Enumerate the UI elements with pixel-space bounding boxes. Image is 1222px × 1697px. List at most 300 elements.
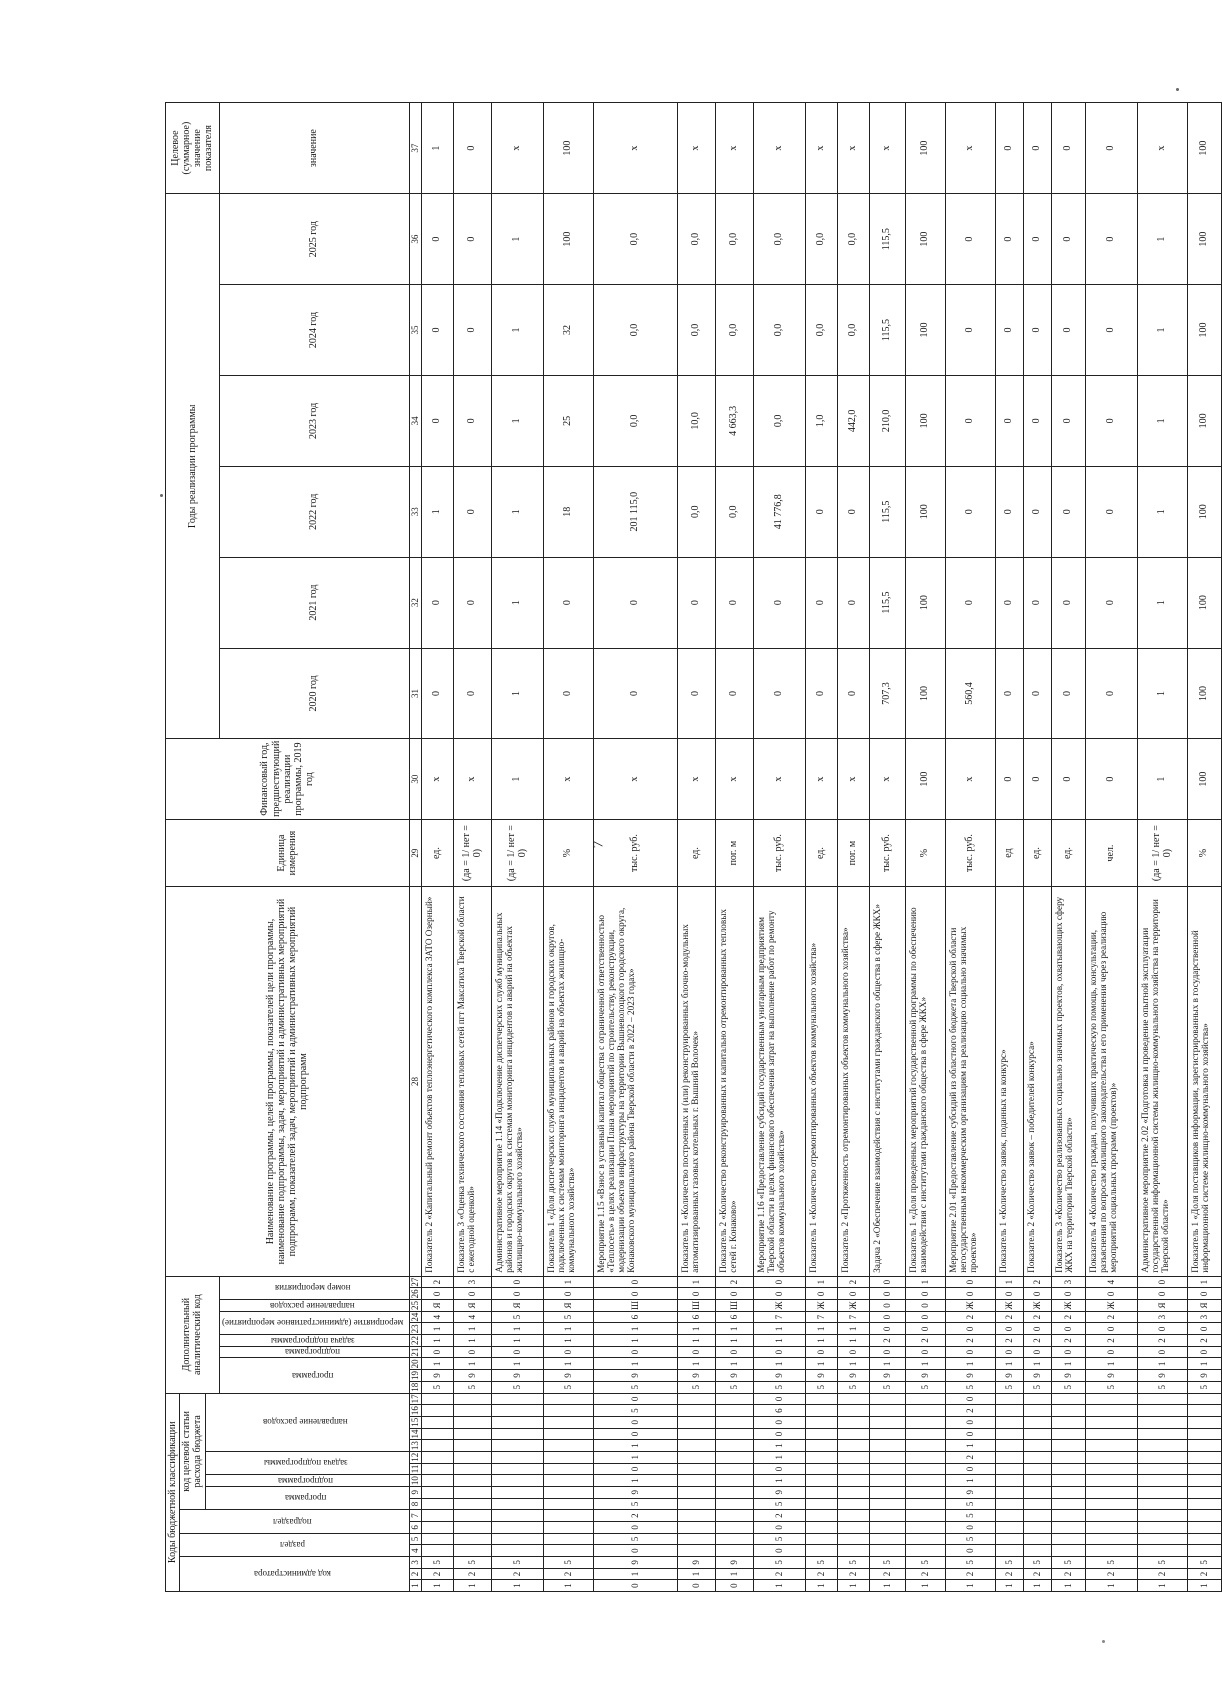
code-digit-cell: [1137, 1405, 1187, 1417]
code-digit-cell: 9: [1051, 1370, 1085, 1382]
code-digit-cell: 1: [593, 1358, 677, 1370]
code-digit-cell: 1: [753, 1323, 805, 1335]
target-cell: х: [869, 103, 905, 194]
code-digit-cell: 1: [995, 1358, 1023, 1370]
code-digit-cell: 0: [805, 1288, 837, 1300]
code-digit-cell: [1187, 1451, 1221, 1463]
code-digit-cell: [421, 1475, 453, 1487]
code-digit-cell: [905, 1463, 945, 1475]
code-digit-cell: [453, 1521, 491, 1533]
code-digit-cell: 5: [1023, 1556, 1051, 1568]
code-digit-cell: 0: [715, 1288, 753, 1300]
y2025-cell: 0,0: [715, 194, 753, 285]
scan-speck: [160, 494, 163, 497]
column-number: 3: [409, 1556, 421, 1568]
indicator-name-cell: Показатель 3 «Количество реализованных социально значимых проектов, охватывающих сферу ЖКХ на территории Тверской области»: [1051, 887, 1085, 1276]
y2023-cell: 210,0: [869, 375, 905, 466]
code-digit-cell: [1187, 1440, 1221, 1452]
code-digit-cell: 5: [945, 1533, 995, 1545]
y2021-cell: 0: [677, 557, 715, 648]
indicator-name-cell: Показатель 1 «Количество заявок, поданных на конкурс»: [995, 887, 1023, 1276]
table-row: [593, 103, 677, 1592]
target-cell: 100: [905, 103, 945, 194]
y2023-cell: 0,0: [593, 375, 677, 466]
code-digit-cell: 1: [805, 1358, 837, 1370]
table-row: [905, 103, 945, 1592]
code-digit-cell: 3: [1187, 1311, 1221, 1323]
code-digit-cell: 1: [945, 1475, 995, 1487]
code-digit-cell: [805, 1486, 837, 1498]
code-digit-cell: 5: [945, 1498, 995, 1510]
code-digit-cell: 0: [1051, 1323, 1085, 1335]
y2023-cell: 10,0: [677, 375, 715, 466]
code-digit-cell: 0: [869, 1311, 905, 1323]
fin-cell: х: [837, 739, 869, 819]
code-digit-cell: [1187, 1463, 1221, 1475]
unit-cell: (да = 1/ нет = 0): [453, 819, 491, 886]
code-digit-cell: [837, 1463, 869, 1475]
code-digit-cell: [1051, 1440, 1085, 1452]
column-number: 12: [410, 1452, 421, 1462]
y2025-cell: 0,0: [677, 194, 715, 285]
code-digit-cell: 1: [905, 1276, 945, 1288]
code-digit-cell: Я: [1137, 1300, 1187, 1312]
code-digit-cell: Ж: [1023, 1300, 1051, 1312]
header-year-2020: 2020 год: [219, 648, 409, 739]
code-digit-cell: [905, 1521, 945, 1533]
code-digit-cell: 0: [1023, 1323, 1051, 1335]
fin-cell: х: [805, 739, 837, 819]
column-number: 14: [410, 1429, 421, 1439]
code-digit-cell: Ж: [805, 1300, 837, 1312]
code-digit-cell: [837, 1521, 869, 1533]
table-row: [491, 103, 543, 1592]
code-digit-cell: [421, 1416, 453, 1428]
code-digit-cell: 1: [421, 1323, 453, 1335]
header-fin-year: Финансовый год, предшествующий реализации программы, 2019 год: [166, 739, 410, 819]
code-digit-cell: 0: [753, 1521, 805, 1533]
code-digit-cell: 1: [453, 1335, 491, 1347]
code-digit-cell: [491, 1405, 543, 1417]
code-digit-cell: [453, 1451, 491, 1463]
y2025-cell: 0: [1085, 194, 1137, 285]
code-digit-cell: 6: [677, 1311, 715, 1323]
program-indicators-table: [165, 102, 1222, 1592]
code-digit-cell: 0: [945, 1346, 995, 1358]
code-digit-cell: [453, 1486, 491, 1498]
y2024-cell: 0,0: [715, 285, 753, 376]
code-digit-cell: 0: [837, 1346, 869, 1358]
code-digit-cell: 9: [837, 1370, 869, 1382]
code-digit-cell: 1: [453, 1323, 491, 1335]
fin-cell: х: [753, 739, 805, 819]
y2022-cell: 0: [1023, 466, 1051, 557]
y2021-cell: 0: [805, 557, 837, 648]
code-digit-cell: 2: [1051, 1335, 1085, 1347]
code-digit-cell: [869, 1498, 905, 1510]
y2025-cell: 100: [1187, 194, 1221, 285]
code-digit-cell: 1: [491, 1323, 543, 1335]
y2023-cell: 100: [1187, 375, 1221, 466]
table-row: [1051, 103, 1085, 1592]
y2022-cell: 100: [905, 466, 945, 557]
code-digit-cell: 5: [1187, 1556, 1221, 1568]
code-digit-cell: Ш: [593, 1300, 677, 1312]
header-extra-task: задача подпрограммы: [219, 1335, 409, 1347]
code-digit-cell: [1187, 1521, 1221, 1533]
code-digit-cell: 0: [945, 1428, 995, 1440]
code-digit-cell: [837, 1486, 869, 1498]
code-digit-cell: [869, 1451, 905, 1463]
code-digit-cell: 1: [869, 1358, 905, 1370]
y2022-cell: 0,0: [677, 466, 715, 557]
code-digit-cell: 1: [593, 1475, 677, 1487]
code-digit-cell: [837, 1451, 869, 1463]
code-digit-cell: 2: [1187, 1335, 1221, 1347]
table-row: [1023, 103, 1051, 1592]
y2024-cell: 0: [1085, 285, 1137, 376]
code-digit-cell: [1085, 1521, 1137, 1533]
y2024-cell: 0: [453, 285, 491, 376]
code-digit-cell: 0: [945, 1521, 995, 1533]
code-digit-cell: 9: [945, 1370, 995, 1382]
code-digit-cell: [1085, 1510, 1137, 1522]
fin-cell: х: [715, 739, 753, 819]
code-digit-cell: 1: [677, 1335, 715, 1347]
code-digit-cell: 5: [945, 1510, 995, 1522]
code-digit-cell: [1137, 1545, 1187, 1557]
code-digit-cell: 5: [837, 1556, 869, 1568]
code-digit-cell: [677, 1440, 715, 1452]
header-direction: направление расходов: [205, 1393, 409, 1451]
y2023-cell: 1: [491, 375, 543, 466]
code-digit-cell: 0: [1137, 1323, 1187, 1335]
fin-cell: 100: [1187, 739, 1221, 819]
code-digit-cell: 0: [491, 1276, 543, 1288]
code-digit-cell: 1: [945, 1358, 995, 1370]
code-digit-cell: [421, 1545, 453, 1557]
code-digit-cell: 2: [1023, 1276, 1051, 1288]
code-digit-cell: Ж: [1051, 1300, 1085, 1312]
code-digit-cell: 2: [905, 1335, 945, 1347]
code-digit-cell: 0: [945, 1276, 995, 1288]
code-digit-cell: [421, 1533, 453, 1545]
y2024-cell: 0,0: [593, 285, 677, 376]
code-digit-cell: 2: [753, 1568, 805, 1580]
code-digit-cell: [543, 1428, 593, 1440]
fin-cell: х: [421, 739, 453, 819]
code-digit-cell: 5: [421, 1381, 453, 1393]
code-digit-cell: 2: [1051, 1311, 1085, 1323]
indicator-name-cell: Показатель 1 «Количество отремонтированных объектов коммунального хозяйства»: [805, 887, 837, 1276]
code-digit-cell: 5: [753, 1381, 805, 1393]
code-digit-cell: 0: [1051, 1288, 1085, 1300]
code-digit-cell: Ш: [715, 1300, 753, 1312]
code-digit-cell: [1023, 1510, 1051, 1522]
code-digit-cell: [1137, 1428, 1187, 1440]
code-digit-cell: [491, 1498, 543, 1510]
code-digit-cell: [491, 1393, 543, 1405]
unit-cell: ед.: [1051, 819, 1085, 886]
code-digit-cell: 4: [1085, 1276, 1137, 1288]
code-digit-cell: 1: [677, 1276, 715, 1288]
code-digit-cell: [1051, 1463, 1085, 1475]
code-digit-cell: 1: [1187, 1358, 1221, 1370]
y2021-cell: 0: [593, 557, 677, 648]
code-digit-cell: [869, 1440, 905, 1452]
header-row-1: [166, 103, 180, 1592]
code-digit-cell: [1023, 1521, 1051, 1533]
code-digit-cell: 0: [995, 1288, 1023, 1300]
table-row: [869, 103, 905, 1592]
code-digit-cell: 4: [421, 1311, 453, 1323]
code-digit-cell: [1137, 1475, 1187, 1487]
fin-cell: х: [945, 739, 995, 819]
code-digit-cell: 5: [905, 1556, 945, 1568]
code-digit-cell: Ш: [677, 1300, 715, 1312]
code-digit-cell: [543, 1486, 593, 1498]
code-digit-cell: [715, 1393, 753, 1405]
code-digit-cell: [837, 1533, 869, 1545]
code-digit-cell: [421, 1428, 453, 1440]
y2023-cell: 442,0: [837, 375, 869, 466]
column-number: 29: [409, 819, 421, 886]
code-digit-cell: [453, 1475, 491, 1487]
table-body: [421, 103, 1221, 1592]
code-digit-cell: 2: [805, 1568, 837, 1580]
code-digit-cell: 0: [869, 1300, 905, 1312]
code-digit-cell: 2: [837, 1276, 869, 1288]
code-digit-cell: 0: [805, 1346, 837, 1358]
code-digit-cell: 9: [593, 1486, 677, 1498]
y2024-cell: 0: [945, 285, 995, 376]
code-digit-cell: 9: [1187, 1370, 1221, 1382]
code-digit-cell: 5: [593, 1405, 677, 1417]
header-year-2023: 2023 год: [219, 375, 409, 466]
code-digit-cell: [453, 1510, 491, 1522]
code-digit-cell: [995, 1510, 1023, 1522]
y2022-cell: 0: [453, 466, 491, 557]
code-digit-cell: 5: [421, 1556, 453, 1568]
column-number: 17: [410, 1394, 421, 1404]
target-cell: х: [1137, 103, 1187, 194]
header-kcs: код целевой статьи расхода бюджета: [180, 1393, 205, 1510]
code-digit-cell: 1: [837, 1358, 869, 1370]
y2021-cell: 100: [905, 557, 945, 648]
header-subsection: подраздел: [180, 1510, 409, 1533]
code-digit-cell: [837, 1545, 869, 1557]
code-digit-cell: Ж: [837, 1300, 869, 1312]
code-digit-cell: 5: [1137, 1556, 1187, 1568]
column-number: 5: [409, 1533, 421, 1545]
y2025-cell: 100: [543, 194, 593, 285]
code-digit-cell: 2: [453, 1568, 491, 1580]
header-year-2025: 2025 год: [219, 194, 409, 285]
code-digit-cell: 2: [543, 1568, 593, 1580]
fin-cell: 0: [1085, 739, 1137, 819]
y2020-cell: 0: [543, 648, 593, 739]
code-digit-cell: 1: [421, 1335, 453, 1347]
code-digit-cell: [837, 1405, 869, 1417]
code-digit-cell: 1: [805, 1335, 837, 1347]
code-digit-cell: [715, 1416, 753, 1428]
code-digit-cell: 6: [753, 1405, 805, 1417]
code-digit-cell: 9: [905, 1370, 945, 1382]
code-digit-cell: 5: [593, 1533, 677, 1545]
y2024-cell: 0,0: [677, 285, 715, 376]
unit-cell: тыс. руб.: [869, 819, 905, 886]
unit-cell: ед.: [805, 819, 837, 886]
code-digit-cell: 9: [1085, 1370, 1137, 1382]
code-digit-cell: 9: [593, 1556, 677, 1568]
code-digit-cell: 1: [1137, 1580, 1187, 1592]
y2020-cell: 707,3: [869, 648, 905, 739]
code-digit-cell: [905, 1451, 945, 1463]
code-digit-cell: 0: [995, 1346, 1023, 1358]
code-digit-cell: 2: [715, 1276, 753, 1288]
code-digit-cell: 0: [1137, 1276, 1187, 1288]
code-digit-cell: 9: [677, 1556, 715, 1568]
code-digit-cell: [869, 1416, 905, 1428]
y2024-cell: 0: [421, 285, 453, 376]
code-digit-cell: 9: [677, 1370, 715, 1382]
y2020-cell: 1: [491, 648, 543, 739]
y2020-cell: 100: [905, 648, 945, 739]
unit-cell: %: [1187, 819, 1221, 886]
code-digit-cell: [421, 1405, 453, 1417]
code-digit-cell: 0: [677, 1288, 715, 1300]
code-digit-cell: [543, 1475, 593, 1487]
code-digit-cell: 5: [491, 1556, 543, 1568]
code-digit-cell: [805, 1416, 837, 1428]
y2023-cell: 0: [1085, 375, 1137, 466]
code-digit-cell: [805, 1545, 837, 1557]
header-year-2021: 2021 год: [219, 557, 409, 648]
code-digit-cell: Ж: [1085, 1300, 1137, 1312]
code-digit-cell: [715, 1486, 753, 1498]
column-number: 24: [410, 1312, 421, 1322]
fin-cell: 0: [995, 739, 1023, 819]
code-digit-cell: [1023, 1416, 1051, 1428]
code-digit-cell: 1: [1051, 1580, 1085, 1592]
y2023-cell: 1: [1137, 375, 1187, 466]
code-digit-cell: 2: [995, 1335, 1023, 1347]
y2022-cell: 0: [837, 466, 869, 557]
code-digit-cell: Я: [421, 1300, 453, 1312]
indicator-name-cell: Показатель 1 «Количество построенных и (или) реконструированных блочно-модульных автоматизированных газовых котельных г. Вышний Волочек»: [677, 887, 715, 1276]
code-digit-cell: [453, 1428, 491, 1440]
code-digit-cell: [1137, 1451, 1187, 1463]
code-digit-cell: [1137, 1533, 1187, 1545]
y2022-cell: 0: [1085, 466, 1137, 557]
table-row: [805, 103, 837, 1592]
code-digit-cell: [1051, 1533, 1085, 1545]
y2020-cell: 0: [805, 648, 837, 739]
column-number: 35: [409, 285, 421, 376]
table-row: [1137, 103, 1187, 1592]
code-digit-cell: 0: [945, 1323, 995, 1335]
code-digit-cell: 0: [905, 1346, 945, 1358]
code-digit-cell: [715, 1510, 753, 1522]
code-digit-cell: [715, 1475, 753, 1487]
code-digit-cell: [453, 1393, 491, 1405]
column-number: 13: [410, 1441, 421, 1451]
code-digit-cell: 1: [593, 1451, 677, 1463]
code-digit-cell: 0: [593, 1393, 677, 1405]
y2022-cell: 1: [1137, 466, 1187, 557]
code-digit-cell: [805, 1498, 837, 1510]
code-digit-cell: 1: [543, 1580, 593, 1592]
y2023-cell: 0: [945, 375, 995, 466]
code-digit-cell: [1187, 1486, 1221, 1498]
code-digit-cell: 1: [421, 1580, 453, 1592]
code-digit-cell: [1023, 1475, 1051, 1487]
fin-cell: 100: [905, 739, 945, 819]
code-digit-cell: [543, 1521, 593, 1533]
code-digit-cell: [995, 1451, 1023, 1463]
code-digit-cell: Ж: [995, 1300, 1023, 1312]
unit-cell: %: [543, 819, 593, 886]
code-digit-cell: [837, 1498, 869, 1510]
y2025-cell: 0: [453, 194, 491, 285]
y2022-cell: 1: [421, 466, 453, 557]
code-digit-cell: 0: [421, 1346, 453, 1358]
code-digit-cell: 1: [1085, 1358, 1137, 1370]
code-digit-cell: 0: [837, 1288, 869, 1300]
code-digit-cell: [995, 1545, 1023, 1557]
y2021-cell: 0: [453, 557, 491, 648]
code-digit-cell: 2: [593, 1510, 677, 1522]
column-number: 6: [409, 1521, 421, 1533]
code-digit-cell: 0: [753, 1545, 805, 1557]
column-number: 11: [410, 1464, 421, 1474]
target-cell: х: [753, 103, 805, 194]
code-digit-cell: [453, 1416, 491, 1428]
code-digit-cell: [491, 1451, 543, 1463]
table-row: [1187, 103, 1221, 1592]
code-digit-cell: 2: [995, 1568, 1023, 1580]
code-digit-cell: 0: [1187, 1346, 1221, 1358]
y2023-cell: 1,0: [805, 375, 837, 466]
code-digit-cell: [543, 1405, 593, 1417]
code-digit-cell: [1051, 1486, 1085, 1498]
column-number: 21: [410, 1347, 421, 1357]
code-digit-cell: [869, 1533, 905, 1545]
code-digit-cell: 0: [945, 1463, 995, 1475]
code-digit-cell: 3: [453, 1276, 491, 1288]
code-digit-cell: 9: [995, 1370, 1023, 1382]
y2022-cell: 41 776,8: [753, 466, 805, 557]
column-number: 2: [409, 1568, 421, 1580]
code-digit-cell: Я: [491, 1300, 543, 1312]
code-digit-cell: 5: [453, 1556, 491, 1568]
indicator-name-cell: Задача 2 «Обеспечение взаимодействия с институтами гражданского общества в сфере ЖКХ»: [869, 887, 905, 1276]
code-digit-cell: [1085, 1440, 1137, 1452]
code-digit-cell: 0: [1187, 1323, 1221, 1335]
code-digit-cell: [543, 1463, 593, 1475]
code-digit-cell: 1: [1187, 1276, 1221, 1288]
code-digit-cell: 9: [593, 1370, 677, 1382]
code-digit-cell: 0: [1051, 1346, 1085, 1358]
code-digit-cell: 0: [945, 1393, 995, 1405]
target-cell: х: [805, 103, 837, 194]
y2021-cell: 1: [1137, 557, 1187, 648]
code-digit-cell: [677, 1533, 715, 1545]
code-digit-cell: 5: [715, 1381, 753, 1393]
code-digit-cell: [1023, 1451, 1051, 1463]
code-digit-cell: [677, 1428, 715, 1440]
code-digit-cell: 2: [1051, 1568, 1085, 1580]
